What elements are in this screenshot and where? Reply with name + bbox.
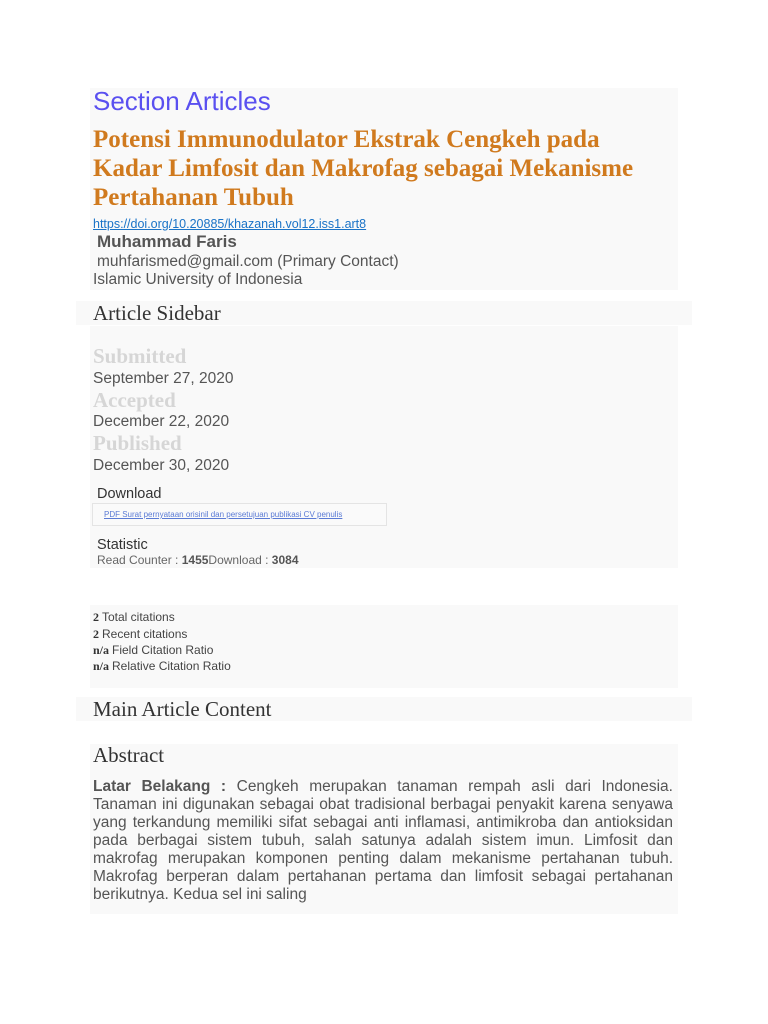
submitted-label: Submitted	[93, 344, 187, 368]
published-label: Published	[93, 431, 182, 455]
abstract-title: Abstract	[93, 743, 165, 767]
statistic-label: Statistic	[97, 537, 148, 553]
read-counter-label: Read Counter :	[97, 553, 182, 567]
main-content-title: Main Article Content	[93, 697, 272, 721]
citation-label: Field Citation Ratio	[112, 643, 214, 657]
citation-row-total	[93, 610, 175, 625]
section-title: Section Articles	[93, 86, 271, 116]
citation-value: n/a	[93, 643, 110, 657]
citation-row-rcr	[93, 659, 231, 674]
citation-value: n/a	[93, 659, 110, 673]
submitted-date: September 27, 2020	[93, 370, 234, 387]
sidebar-title: Article Sidebar	[93, 301, 221, 325]
article-title: Potensi Immunodulator Ekstrak Cengkeh pada Kadar Limfosit dan Makrofag sebagai Mekanisme Pertahanan Tubuh	[93, 126, 634, 211]
download-counter-label: Download :	[208, 553, 272, 567]
accepted-label: Accepted	[93, 388, 176, 412]
abstract-text	[93, 778, 673, 908]
published-date: December 30, 2020	[93, 457, 230, 474]
read-counter-value: 1455	[181, 553, 209, 567]
citation-row-fcr	[93, 643, 213, 658]
citation-value: 2	[93, 627, 99, 641]
download-counter-value: 3084	[271, 553, 299, 567]
statistic-counters	[97, 553, 299, 567]
citation-row-recent	[93, 627, 187, 642]
download-label: Download	[97, 486, 162, 502]
doi-link[interactable]: https://doi.org/10.20885/khazanah.vol12.iss1.art8	[93, 217, 367, 231]
author-email: muhfarismed@gmail.com (Primary Contact)	[97, 253, 399, 270]
accepted-date: December 22, 2020	[93, 413, 230, 430]
pdf-download-link[interactable]: PDF Surat pernyataan orisinil dan persetujuan publikasi CV penulis	[104, 510, 343, 519]
author-institution: Islamic University of Indonesia	[93, 271, 303, 288]
citation-value: 2	[93, 610, 99, 624]
author-name: Muhammad Faris	[97, 232, 237, 251]
citation-label: Total citations	[102, 610, 175, 624]
citation-label: Recent citations	[102, 627, 188, 641]
citation-label: Relative Citation Ratio	[112, 659, 231, 673]
abstract-body: Cengkeh merupakan tanaman rempah asli dari Indonesia. Tanaman ini digunakan sebagai obat tradisional berbagai penyakit karena senyawa yang terkandung memiliki sifat sebagai anti inflamasi, antimikroba dan antioksidan pada berbagai sistem tubuh, salah satunya adalah sistem imun. Limfosit dan makrofag merupakan komponen penting dalam mekanisme pertahanan tubuh. Makrofag berperan dalam pertahanan pertama dan limfosit sebagai pertahanan berikutnya. Kedua sel ini saling	[93, 778, 673, 903]
abstract-lead: Latar Belakang :	[93, 778, 227, 795]
